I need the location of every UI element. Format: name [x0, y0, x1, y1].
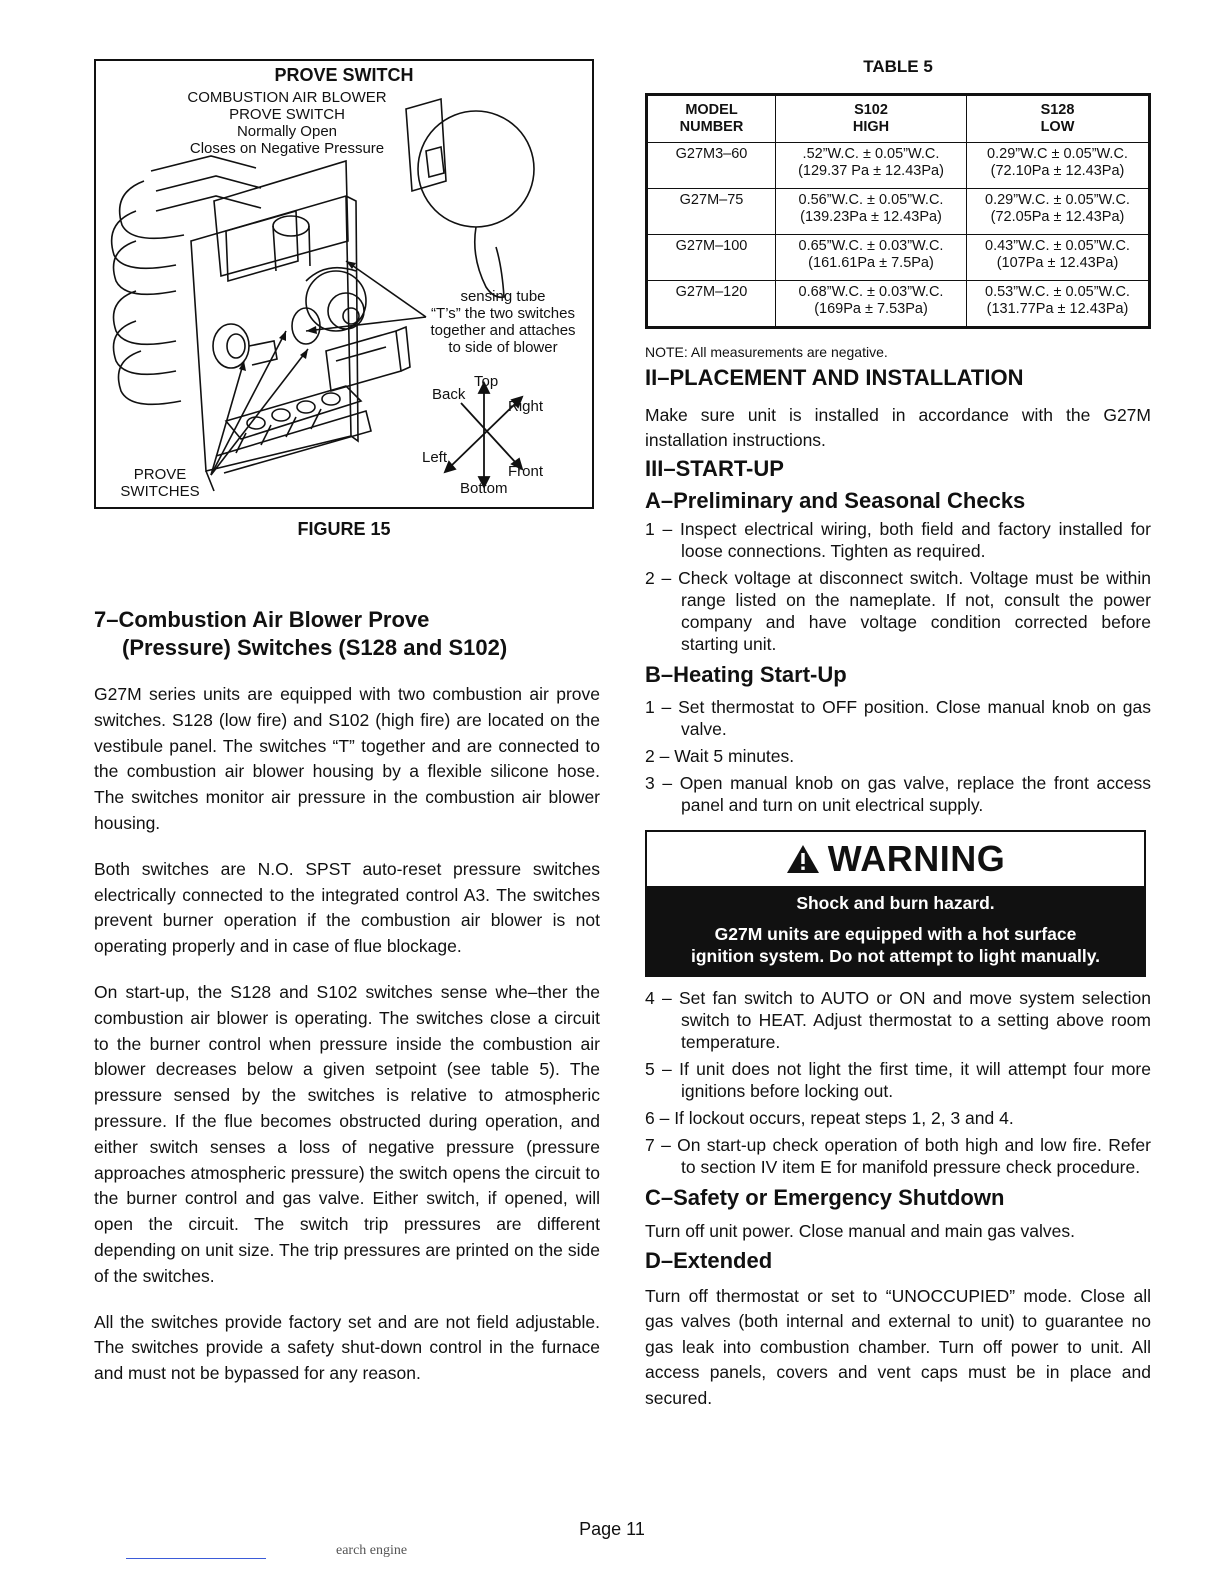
paragraph: On start-up, the S128 and S102 switches sense whe–ther the combustion air blower is operating. The switches close a circuit to the burner control when pressure inside the combustion air blower decreases below a given setpoint (see table 5). The pressure sensed by the switches is relative to atmospheric pressure. If the flue becomes obstructed during operation, and either switch senses a loss of negative pressure (pressure approaches atmospheric pressure) the switch opens the circuit to the burner control and gas valve. Either switch, if opened, will open the circuit. The switch trip pressures are different depending on unit size. The trip pressures are printed on the side of the switches.	[94, 981, 600, 1286]
cell-line: .52”W.C. ± 0.05”W.C.	[802, 146, 940, 162]
table-cell-low	[967, 143, 1150, 189]
list-item: 2 – Wait 5 minutes.	[645, 746, 795, 766]
extended-text: Turn off thermostat or set to “UNOCCUPIED” mode. Close all gas valves (both internal and external to unit) to guarantee no gas leak into combustion chamber. Turn off power to unit. All access panels, covers and vent caps must be in place and secured.	[645, 1285, 1151, 1408]
list-item: 5 – If unit does not light the first time, it will attempt four more ignitions before locking out.	[645, 1059, 1151, 1101]
paragraph: Both switches are N.O. SPST auto-reset pressure switches electrically connected to the integrated control A3. The switches prevent burner operation if the combustion air blower is not operating properly and in case of flue blockage.	[94, 858, 600, 957]
cell-line: 0.53”W.C. ± 0.05”W.C.	[985, 284, 1130, 300]
list-item: 7 – On start-up check operation of both high and low fire. Refer to section IV item E for manifold pressure check procedure.	[645, 1135, 1151, 1177]
prove-switches-callout	[114, 466, 206, 500]
callout-line: Closes on Negative Pressure	[189, 140, 385, 157]
cell-line: (161.61Pa ± 7.5Pa)	[808, 255, 934, 271]
direction-left: Left	[422, 449, 448, 466]
cell-line: (169Pa ± 7.53Pa)	[814, 301, 928, 317]
left-column	[94, 606, 600, 1407]
extended-title: D–Extended	[645, 1247, 773, 1273]
list-item: 6 – If lockout occurs, repeat steps 1, 2, 3 and 4.	[645, 1108, 1014, 1128]
table-cell-model: G27M–75	[647, 189, 776, 235]
direction-back: Back	[432, 386, 466, 403]
cell-line: (131.77Pa ± 12.43Pa)	[986, 301, 1129, 317]
list-item: 1 – Inspect electrical wiring, both field and factory installed for loose connections. Tighten as required.	[645, 519, 1151, 561]
page-number: Page 11	[579, 1519, 645, 1539]
safety-title: C–Safety or Emergency Shutdown	[645, 1185, 1005, 1210]
table-cell-model: G27M3–60	[647, 143, 776, 189]
table-cell-model: G27M–100	[647, 235, 776, 281]
cell-line: 0.68”W.C. ± 0.03”W.C.	[798, 284, 944, 300]
cell-line: (139.23Pa ± 12.43Pa)	[800, 209, 942, 225]
table-cell-low	[967, 189, 1150, 235]
warning-line: ignition system. Do not attempt to light manually.	[691, 946, 1100, 966]
section-title-line: 7–Combustion Air Blower Prove	[94, 607, 430, 632]
callout-line: SWITCHES	[120, 483, 200, 500]
table-cell-high	[776, 281, 967, 328]
header-line: S128	[1040, 102, 1075, 118]
heating-steps-a	[645, 696, 1151, 816]
table-row	[647, 281, 1150, 328]
header-line: NUMBER	[679, 119, 744, 135]
header-line: HIGH	[852, 119, 890, 135]
pressure-switch-table	[645, 93, 1151, 329]
paragraph: All the switches provide factory set and are not field adjustable. The switches provide a safety shut-down control in the furnace and must not be bypassed for any reason.	[94, 1311, 600, 1384]
warning-line: Shock and burn hazard.	[796, 893, 995, 913]
header-line: LOW	[1040, 119, 1075, 135]
list-item: 2 – Check voltage at disconnect switch. Voltage must be within range listed on the nameplate. If not, consult the power company and have voltage condition corrected before starting unit.	[645, 568, 1151, 654]
cell-line: 0.65”W.C. ± 0.03”W.C.	[798, 238, 944, 254]
callout-line: sensing tube	[460, 288, 546, 305]
blower-switch-callout	[174, 89, 400, 157]
cell-line: (72.10Pa ± 12.43Pa)	[990, 163, 1125, 179]
callout-line: PROVE	[133, 466, 187, 483]
header-line: S102	[854, 102, 888, 118]
callout-line: PROVE SWITCH	[229, 106, 345, 123]
sensing-tube-callout	[414, 288, 592, 356]
table-note: NOTE: All measurements are negative.	[645, 344, 888, 360]
direction-top: Top	[474, 373, 499, 390]
callout-line: Normally Open	[236, 123, 338, 140]
heating-title: B–Heating Start-Up	[645, 662, 847, 687]
section-title-line: (Pressure) Switches (S128 and S102)	[122, 635, 508, 660]
cell-line: 0.29”W.C. ± 0.05”W.C.	[985, 192, 1130, 208]
section-title-prove-switches	[94, 606, 600, 662]
cell-line: (129.37 Pa ± 12.43Pa)	[798, 163, 944, 179]
table-row	[647, 189, 1150, 235]
prelim-steps	[645, 518, 1151, 655]
prelim-title: A–Preliminary and Seasonal Checks	[645, 488, 1026, 513]
warning-title: WARNING	[827, 838, 1006, 879]
callout-line: together and attaches	[430, 322, 576, 339]
callout-line: to side of blower	[448, 339, 558, 356]
footer-link-underline	[126, 1558, 266, 1559]
warning-body	[647, 886, 1144, 975]
callout-line: “T’s” the two switches	[431, 305, 575, 322]
paragraph: G27M series units are equipped with two combustion air prove switches. S128 (low fire) and S102 (high fire) are located on the vestibule panel. The switches “T” together and are connected to the combustion air blower housing by a flexible silicone hose. The switches monitor air pressure in the combustion air blower housing.	[94, 684, 600, 833]
figure-15	[94, 59, 594, 509]
cell-line: (72.05Pa ± 12.43Pa)	[990, 209, 1125, 225]
table-cell-high	[776, 143, 967, 189]
warning-header	[647, 832, 1144, 886]
table-cell-high	[776, 235, 967, 281]
callout-line: COMBUSTION AIR BLOWER	[187, 89, 387, 106]
table-title: TABLE 5	[863, 57, 933, 76]
table-row	[647, 143, 1150, 189]
right-column	[645, 363, 1151, 1413]
cell-line: 0.56”W.C. ± 0.05”W.C.	[798, 192, 944, 208]
table-cell-low	[967, 235, 1150, 281]
table-row	[647, 235, 1150, 281]
table-header-cell	[776, 95, 967, 143]
warning-triangle-icon	[786, 844, 820, 874]
heating-steps-b	[645, 987, 1151, 1178]
list-item: 4 – Set fan switch to AUTO or ON and move system selection switch to HEAT. Adjust thermostat to a setting above room temperature.	[645, 988, 1151, 1052]
table-header-cell	[647, 95, 776, 143]
cell-line: 0.43”W.C. ± 0.05”W.C.	[985, 238, 1130, 254]
direction-bottom: Bottom	[460, 480, 508, 497]
warning-box	[645, 830, 1146, 977]
figure-title: PROVE SWITCH	[274, 65, 414, 85]
list-item: 1 – Set thermostat to OFF position. Close manual knob on gas valve.	[645, 697, 1151, 739]
figure-caption: FIGURE 15	[297, 519, 391, 539]
table-cell-high	[776, 189, 967, 235]
table-header-cell	[967, 95, 1150, 143]
placement-text: Make sure unit is installed in accordance with the G27M installation instructions.	[645, 405, 1151, 450]
warning-line: G27M units are equipped with a hot surface	[714, 924, 1077, 944]
table-header-row	[647, 95, 1150, 143]
table-cell-model: G27M–120	[647, 281, 776, 328]
header-line: MODEL	[685, 102, 738, 118]
startup-title: III–START-UP	[645, 456, 784, 481]
cell-line: 0.29”W.C ± 0.05”W.C.	[987, 146, 1128, 162]
cell-line: (107Pa ± 12.43Pa)	[996, 255, 1119, 271]
placement-title: II–PLACEMENT AND INSTALLATION	[645, 365, 1024, 390]
direction-front: Front	[508, 463, 544, 480]
direction-right: Right	[508, 398, 544, 415]
table-cell-low	[967, 281, 1150, 328]
list-item: 3 – Open manual knob on gas valve, replace the front access panel and turn on unit electrical supply.	[645, 773, 1151, 815]
footer-stray-text: earch engine	[336, 1543, 408, 1558]
safety-text: Turn off unit power. Close manual and main gas valves.	[645, 1221, 1075, 1241]
